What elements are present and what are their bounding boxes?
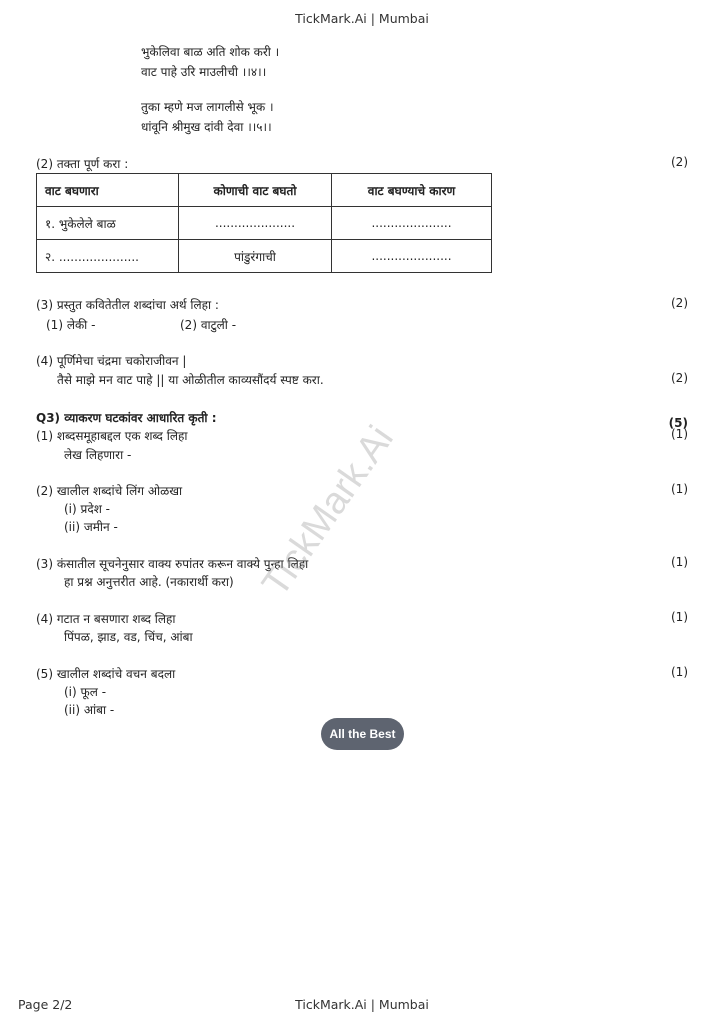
q4-line-2: तैसे माझे मन वाट पाहे || या ओळीतील काव्यसौंदर्य स्पष्ट करा.: [57, 373, 324, 387]
sub1-marks: (1): [671, 427, 688, 441]
table-row: [37, 207, 492, 240]
poem-line-1: भुकेलिवा बाळ अति शोक करी ।: [141, 45, 280, 59]
sub4-marks: (1): [671, 610, 688, 624]
q2-label: (2) तक्ता पूर्ण करा :: [36, 157, 129, 171]
table-header-row: [37, 174, 492, 207]
sub4-label: (4) गटात न बसणारा शब्द लिहा: [36, 612, 176, 626]
sub5-item-1: (i) फूल -: [64, 685, 107, 699]
q3-marks: (2): [671, 296, 688, 310]
section-title: Q3) व्याकरण घटकांवर आधारित कृती :: [36, 411, 217, 425]
sub4-item: पिंपळ, झाड, वड, चिंच, आंबा: [64, 630, 193, 644]
poem-line-2: वाट पाहे उरि माउलीची ।।४।।: [141, 65, 267, 79]
section-marks: (5): [668, 416, 688, 430]
sub2-label: (2) खालील शब्दांचे लिंग ओळखा: [36, 484, 183, 498]
sub1-label: (1) शब्दसमूहाबद्दल एक शब्द लिहा: [36, 429, 188, 443]
q4-marks: (2): [671, 371, 688, 385]
table-header: वाट बघणारा: [37, 174, 179, 207]
q4-line-1: (4) पूर्णिमेचा चंद्रमा चकोराजीवन |: [36, 354, 187, 368]
q3-item-2: (2) वाटुली -: [180, 318, 237, 332]
table-cell: .....................: [332, 207, 492, 240]
footer-brand: TickMark.Ai | Mumbai: [295, 997, 429, 1012]
sub3-marks: (1): [671, 555, 688, 569]
table-header: वाट बघण्याचे कारण: [332, 174, 492, 207]
q3-item-1: (1) लेकी -: [46, 318, 96, 332]
watermark: TickMark.Ai: [254, 418, 402, 604]
sub2-item-2: (ii) जमीन -: [64, 520, 118, 534]
poem-line-4: धांवूनि श्रीमुख दांवी देवा ।।५।।: [141, 120, 272, 134]
footer-page-number: Page 2/2: [18, 997, 73, 1012]
all-the-best-badge: All the Best: [321, 718, 404, 750]
q2-table: [36, 173, 492, 273]
sub1-item: लेख लिहणारा -: [64, 448, 132, 462]
sub3-item: हा प्रश्न अनुत्तरीत आहे. (नकारार्थी करा): [64, 575, 234, 589]
table-header: कोणाची वाट बघतो: [179, 174, 332, 207]
sub5-marks: (1): [671, 665, 688, 679]
sub5-item-2: (ii) आंबा -: [64, 703, 115, 717]
sub3-label: (3) कंसातील सूचनेनुसार वाक्य रुपांतर करून वाक्ये पुन्हा लिहा: [36, 557, 309, 571]
poem-line-3: तुका म्हणे मज लागलीसे भूक ।: [141, 100, 274, 114]
table-cell: पांडुरंगाची: [179, 240, 332, 273]
page-header: TickMark.Ai | Mumbai: [295, 11, 429, 26]
table-cell: १. भुकेलेले बाळ: [37, 207, 179, 240]
q3-label: (3) प्रस्तुत कवितेतील शब्दांचा अर्थ लिहा :: [36, 298, 219, 312]
table-row: [37, 240, 492, 273]
table-cell: .....................: [332, 240, 492, 273]
sub2-marks: (1): [671, 482, 688, 496]
table-cell: २. .....................: [37, 240, 179, 273]
sub5-label: (5) खालील शब्दांचे वचन बदला: [36, 667, 176, 681]
q2-marks: (2): [671, 155, 688, 169]
table-cell: .....................: [179, 207, 332, 240]
sub2-item-1: (i) प्रदेश -: [64, 502, 111, 516]
